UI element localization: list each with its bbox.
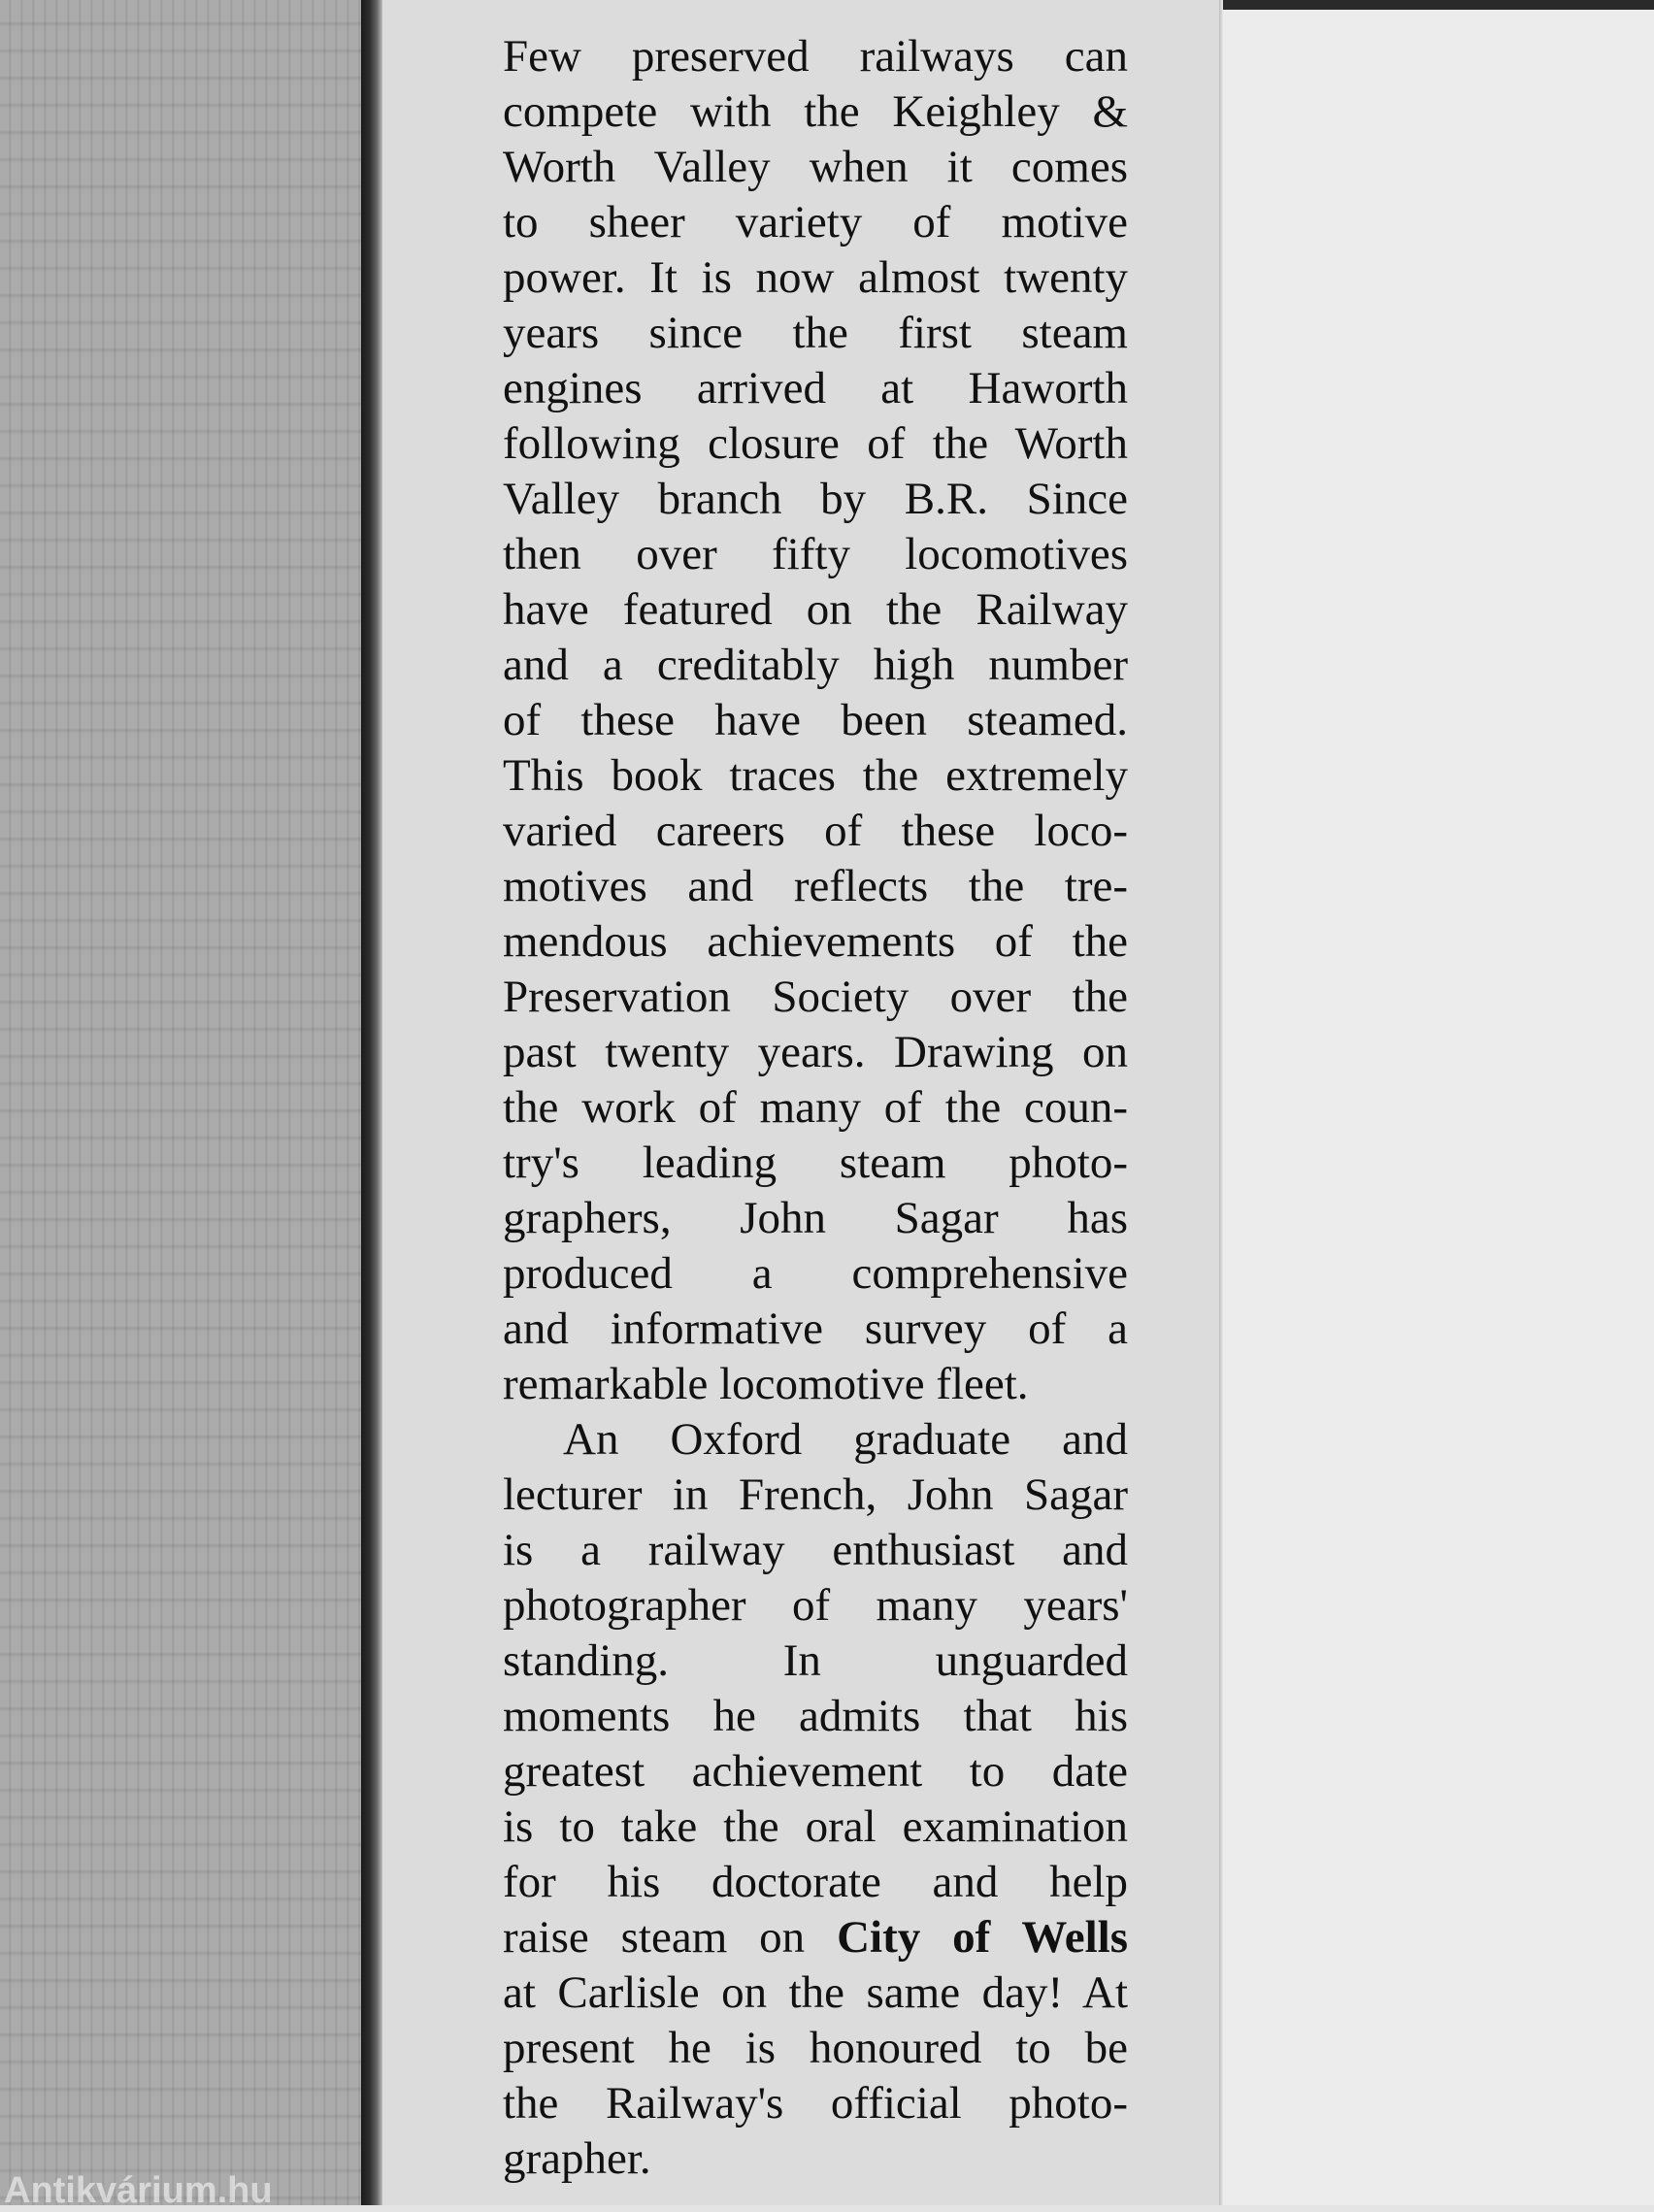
endpaper-top-band xyxy=(1223,0,1654,10)
blurb-line: to sheer variety of motive xyxy=(503,197,1128,248)
blurb-line: is to take the oral examination xyxy=(503,1801,1128,1852)
blurb-line: standing. In unguarded xyxy=(503,1635,1128,1686)
blurb-line-lead: raise steam on xyxy=(503,1912,838,1963)
watermark-text: Antikvárium.hu xyxy=(4,2170,273,2211)
blurb-line: present he is honoured to be xyxy=(503,2023,1128,2073)
flap-blurb-text xyxy=(503,29,1128,2187)
blurb-line: following closure of the Worth xyxy=(503,418,1128,469)
blurb-line: the Railway's official photo- xyxy=(503,2078,1128,2129)
blurb-line-with-title xyxy=(503,1910,1128,1965)
blurb-line: years since the first steam xyxy=(503,308,1128,358)
blurb-line: Worth Valley when it comes xyxy=(503,142,1128,192)
blurb-line: produced a comprehensive xyxy=(503,1248,1128,1299)
blurb-line: moments he admits that his xyxy=(503,1691,1128,1741)
spine-shadow xyxy=(361,0,382,2205)
blurb-line: at Carlisle on the same day! At xyxy=(503,1967,1128,2018)
blurb-line: power. It is now almost twenty xyxy=(503,252,1128,303)
blurb-line: compete with the Keighley & xyxy=(503,86,1128,137)
book-cover-board xyxy=(0,0,361,2205)
blurb-line: grapher. xyxy=(503,2133,651,2184)
blurb-line: try's leading steam photo- xyxy=(503,1138,1128,1188)
endpaper xyxy=(1223,0,1654,2205)
blurb-line: mendous achievements of the xyxy=(503,916,1128,967)
blurb-line: then over fifty locomotives xyxy=(503,529,1128,579)
blurb-line: varied careers of these loco- xyxy=(503,806,1128,856)
blurb-line: for his doctorate and help xyxy=(503,1857,1128,1907)
blurb-line: An Oxford graduate and xyxy=(563,1414,1128,1465)
blurb-line: have featured on the Railway xyxy=(503,584,1128,635)
blurb-line: engines arrived at Haworth xyxy=(503,363,1128,413)
blurb-line: photographer of many years' xyxy=(503,1580,1128,1631)
blurb-line: This book traces the extremely xyxy=(503,750,1128,801)
blurb-line: is a railway enthusiast and xyxy=(503,1525,1128,1575)
blurb-line: lecturer in French, John Sagar xyxy=(503,1469,1128,1520)
blurb-line: Valley branch by B.R. Since xyxy=(503,474,1128,524)
blurb-line: Preservation Society over the xyxy=(503,972,1128,1022)
blurb-line: of these have been steamed. xyxy=(503,695,1128,745)
locomotive-name-emphasis: City of Wells xyxy=(837,1912,1128,1963)
blurb-line: graphers, John Sagar has xyxy=(503,1193,1128,1243)
blurb-line: greatest achievement to date xyxy=(503,1746,1128,1797)
blurb-line: past twenty years. Drawing on xyxy=(503,1027,1128,1077)
blurb-line: remarkable locomotive fleet. xyxy=(503,1359,1029,1409)
blurb-line: and informative survey of a xyxy=(503,1304,1128,1354)
blurb-line: the work of many of the coun- xyxy=(503,1082,1128,1133)
blurb-line: and a creditably high number xyxy=(503,640,1128,690)
blurb-line: motives and reflects the tre- xyxy=(503,861,1128,911)
blurb-line: Few preserved railways can xyxy=(503,31,1128,82)
